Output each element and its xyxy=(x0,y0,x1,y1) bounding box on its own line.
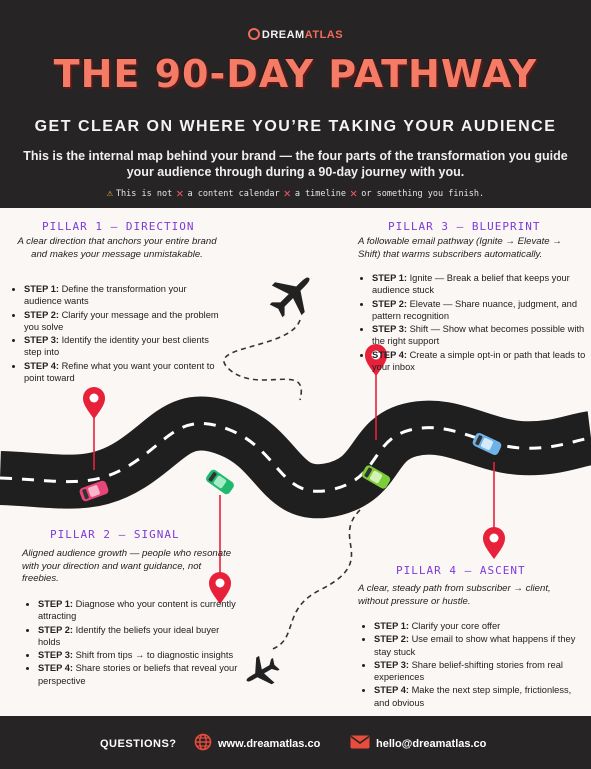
map-pin-icon xyxy=(83,387,105,419)
x-mark-icon: ✕ xyxy=(176,186,184,200)
airplane-icon xyxy=(239,650,284,694)
intro-text: This is the internal map behind your brand — the four parts of the transformation you guide your audience through during a 90-day journey with you. xyxy=(23,149,568,179)
step-label: STEP 3: xyxy=(38,650,73,661)
step-item xyxy=(374,633,589,658)
step-label: STEP 2: xyxy=(374,634,409,645)
page-subtitle: GET CLEAR ON WHERE YOU’RE TAKING YOUR AUDIENCE xyxy=(34,118,557,135)
step-label: STEP 2: xyxy=(38,624,73,635)
step-item xyxy=(24,360,224,385)
step-text: Create a simple opt-in or path that leads to your inbox xyxy=(372,349,586,373)
x-mark-icon: ✕ xyxy=(283,186,291,200)
step-text: Define the transformation your audience wants xyxy=(24,284,187,307)
step-label: STEP 4: xyxy=(374,685,409,696)
step-text: Clarify your core offer xyxy=(411,621,501,631)
step-label: STEP 4: xyxy=(24,360,59,371)
step-label: STEP 4: xyxy=(38,663,73,674)
step-item xyxy=(38,662,238,687)
step-text: Share stories or beliefs that reveal your perspective xyxy=(38,663,238,686)
step-item xyxy=(24,334,224,359)
step-label: STEP 4: xyxy=(372,349,407,360)
step-item xyxy=(372,272,591,297)
step-label: STEP 3: xyxy=(372,324,407,335)
step-text: Make the next step simple, frictionless, and obvious xyxy=(374,685,572,708)
step-text: Identify the identity your best clients step into xyxy=(24,335,209,358)
envelope-icon xyxy=(350,735,370,749)
step-item xyxy=(374,659,589,684)
step-item xyxy=(374,620,589,632)
step-text: Clarify your message and the problem you solve xyxy=(24,309,219,332)
website-link[interactable]: www.dreamatlas.co xyxy=(218,738,321,750)
pillar-3-description: A followable email pathway (Ignite → Elevate → Shift) that warms subscribers automatically. xyxy=(358,236,562,260)
pillar-4-steps xyxy=(360,620,589,710)
disclaimer-part1: This is not xyxy=(115,189,173,199)
step-text: Elevate — Share nuance, judgment, and pattern recognition xyxy=(372,298,578,321)
step-item xyxy=(38,624,238,649)
step-item xyxy=(372,349,591,374)
pillar-2-description: Aligned audience growth — people who resonate with your direction and want guidance, not freebies. xyxy=(22,548,232,584)
disclaimer-part3: a timeline xyxy=(294,189,347,199)
warning-icon: ⚠ xyxy=(106,188,113,199)
step-label: STEP 1: xyxy=(38,599,73,609)
pillar-3-title: PILLAR 3 — BLUEPRINT xyxy=(388,220,541,233)
pillar-3-steps xyxy=(358,272,591,374)
x-mark-icon: ✕ xyxy=(350,186,358,200)
email-link[interactable]: hello@dreamatlas.co xyxy=(376,738,487,750)
pillar-1-title: PILLAR 1 – DIRECTION xyxy=(42,220,195,233)
step-item xyxy=(38,598,238,623)
footer-questions-label: QUESTIONS? xyxy=(100,738,177,750)
pillar-1-steps xyxy=(10,283,224,385)
airplane-icon xyxy=(261,263,324,326)
step-label: STEP 1: xyxy=(372,273,407,283)
disclaimer-part2: a content calendar xyxy=(187,189,280,199)
footer xyxy=(0,716,591,769)
pillar-2-title: PILLAR 2 — SIGNAL xyxy=(50,528,180,541)
step-item xyxy=(24,309,224,334)
step-label: STEP 2: xyxy=(372,298,407,309)
step-text: Shift from tips → to diagnostic insights xyxy=(75,650,234,661)
step-text: Shift — Show what becomes possible with the right support xyxy=(372,324,585,347)
pillar-4-title: PILLAR 4 — ASCENT xyxy=(396,564,526,577)
step-text: Use email to show what happens if they stay stuck xyxy=(374,634,576,657)
step-text: Identify the beliefs your ideal buyer holds xyxy=(38,624,220,647)
disclaimer-part4: or something you finish. xyxy=(361,189,485,199)
map-pin-icon xyxy=(483,527,505,559)
step-item xyxy=(372,323,591,348)
flight-path-upper xyxy=(224,320,301,400)
step-text: Refine what you want your content to point toward xyxy=(24,360,215,384)
pillar-1-description: A clear direction that anchors your entire brand and makes your message unmistakable. xyxy=(17,236,217,260)
step-text: Diagnose who your content is currently attracting xyxy=(38,599,236,622)
pillar-4-description: A clear, steady path from subscriber → client, without pressure or hustle. xyxy=(358,583,551,607)
step-item xyxy=(24,283,224,308)
step-text: Share belief-shifting stories from real experiences xyxy=(374,659,563,683)
globe-icon xyxy=(194,733,212,751)
step-label: STEP 3: xyxy=(374,659,409,670)
step-label: STEP 3: xyxy=(24,335,59,346)
step-text: Ignite — Break a belief that keeps your audience stuck xyxy=(372,273,570,296)
brand-name-part2: ATLAS xyxy=(304,29,344,41)
page-title: THE 90-DAY PATHWAY xyxy=(53,52,538,96)
step-label: STEP 2: xyxy=(24,309,59,320)
step-item xyxy=(374,684,589,709)
step-item xyxy=(38,649,238,661)
brand-name-part1: DREAM xyxy=(261,29,305,41)
step-label: STEP 1: xyxy=(374,621,409,631)
step-label: STEP 1: xyxy=(24,284,59,294)
pillar-2-steps xyxy=(24,598,238,688)
flight-path-lower xyxy=(270,510,360,650)
step-item xyxy=(372,298,591,323)
car-icon xyxy=(205,468,236,496)
